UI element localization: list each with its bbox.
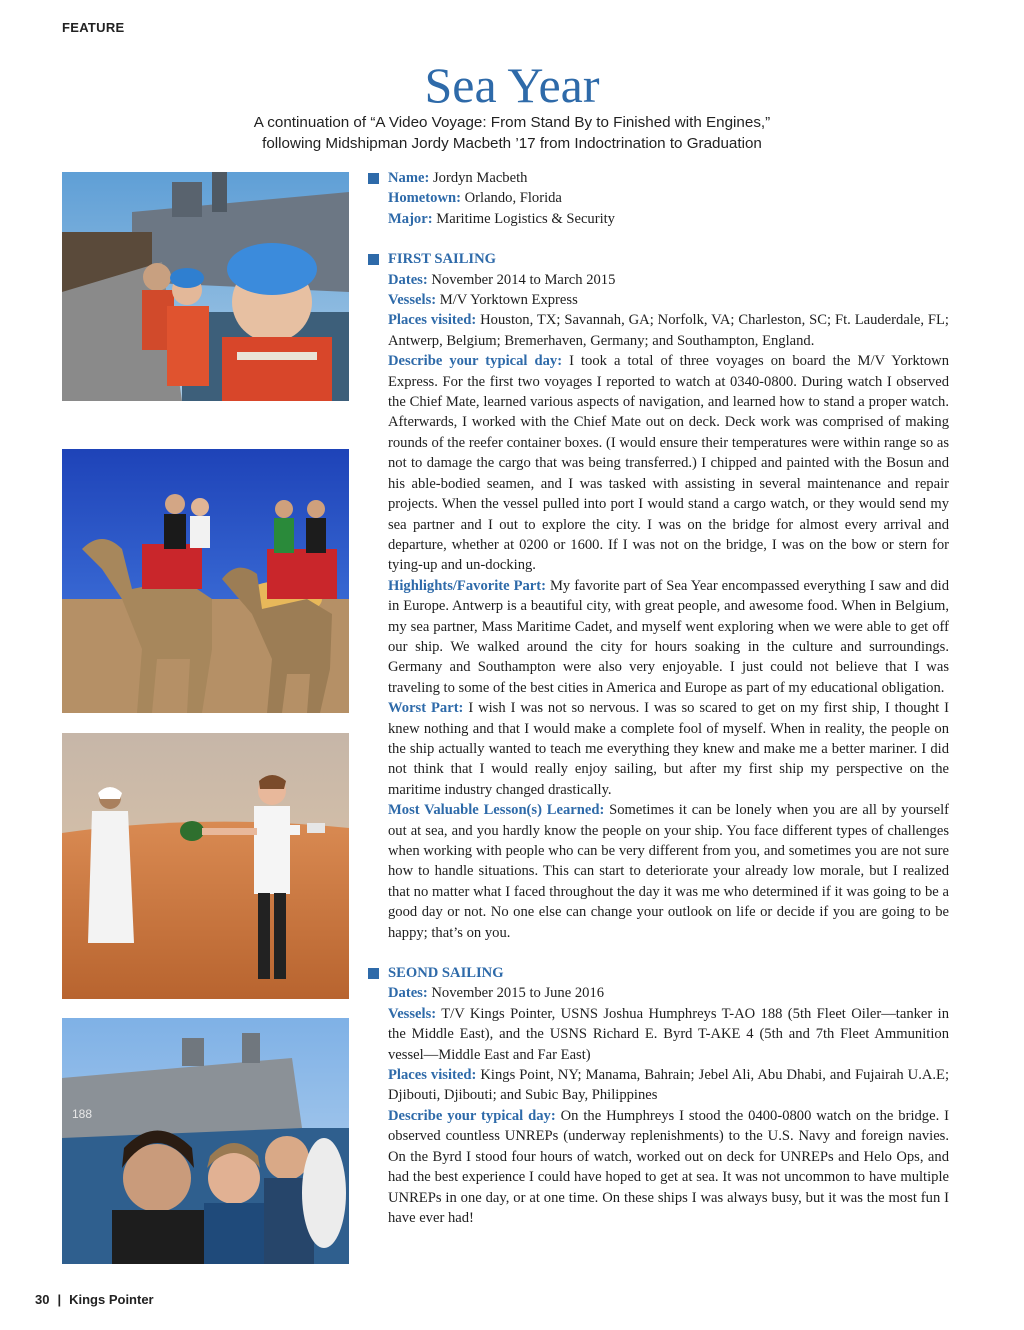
first-sailing-dates: Dates: November 2014 to March 2015 [388, 271, 616, 288]
subtitle-line-2: following Midshipman Jordy Macbeth ’17 from Indoctrination to Graduation [262, 135, 762, 152]
profile-hometown: Hometown: Orlando, Florida [388, 190, 562, 207]
profile-name: Name: Jordyn Macbeth [388, 170, 528, 186]
first-sailing-lesson: Most Valuable Lesson(s) Learned: Sometimes it can be lonely when you are all by yourself out at sea, and you hardly know the people on your ship. You face different types of challenges when working with people who can be very different from you, and sometimes you are not sure how to handle situations. This can start to deteriorate your already low morale, but I realized that no matter what I faced throughout the day it was me who determined if it was going to be a good day or not. No one else can change your outlook on life or decide if you are going to be happy; that’s on you. [388, 802, 949, 941]
article-subtitle [150, 112, 874, 154]
photo-harbor-selfie [62, 172, 349, 401]
first-sailing-places: Places visited: Houston, TX; Savannah, GA; Norfolk, VA; Charleston, SC; Ft. Lauderdale, FL; Antwerp, Belgium; Bremerhaven, Germany; and Southampton, England. [388, 312, 949, 349]
bullet-square-icon [368, 173, 379, 184]
article-title: Sea Year [424, 57, 600, 113]
article-body [388, 168, 949, 1248]
page-footer [35, 1292, 154, 1307]
profile-block [388, 168, 949, 229]
bullet-square-icon [368, 254, 379, 265]
subtitle-line-1: A continuation of “A Video Voyage: From Stand By to Finished with Engines,” [253, 114, 771, 131]
second-sailing-vessels: Vessels: T/V Kings Pointer, USNS Joshua Humphreys T-AO 188 (5th Fleet Oiler—tanker in the Middle East), and the USNS Richard E. Byrd T-AKE 4 (5th and 7th Fleet Ammunition vessel—Middle East and Far East) [388, 1005, 949, 1063]
publication-name: Kings Pointer [69, 1292, 154, 1307]
first-sailing-block [388, 249, 949, 943]
first-sailing-vessels: Vessels: M/V Yorktown Express [388, 292, 578, 309]
first-sailing-heading: FIRST SAILING [388, 251, 497, 268]
hull-number: 188 [72, 1107, 93, 1121]
first-sailing-highlights: Highlights/Favorite Part: My favorite part of Sea Year encompassed everything I saw and did in Europe. Antwerp is a beautiful city, with great people, and awesome food. When in Belgium, my sea partner, Mass Maritime Cadet, and myself went exploring when we were able to get off our ship. We walked around the city for hours soaking in the culture and surroundings. Germany and Southampton were also very enjoyable. I just could not believe that I was traveling to some of the best cities in America and Europe as part of my educational obligation. [388, 577, 949, 696]
second-sailing-dates: Dates: November 2015 to June 2016 [388, 985, 605, 1002]
photo-camel-ride [62, 449, 349, 713]
photo-desert-dunes [62, 733, 349, 999]
second-sailing-block [388, 963, 949, 1228]
profile-major: Major: Maritime Logistics & Security [388, 210, 615, 227]
photo-ship-selfie [62, 1018, 349, 1264]
footer-separator: | [57, 1292, 62, 1307]
second-sailing-places: Places visited: Kings Point, NY; Manama, Bahrain; Jebel Ali, Abu Dhabi, and Fujairah U.A.E; Djibouti, Djibouti; and Subic Bay, Philippines [388, 1067, 950, 1104]
first-sailing-typical-day: Describe your typical day: I took a total of three voyages on board the M/V Yorktown Express. For the first two voyages I reported to watch at 0340-0800. During watch I observed the Chief Mate, learned various aspects of navigation, and learned how to stand a proper watch. Afterwards, I worked with the Chief Mate out on deck. Deck work was comprised of making rounds of the reefer container boxes. (I would ensure their temperatures were within range so as not to damage the cargo that was being transferred.) I chipped and painted with the Bosun and his able-bodied seamen, and I was tasked with assisting in several maintenance and repair projects. When the vessel pulled into port I would stand a cargo watch, or they would send my sea partner and I out to explore the city. I was on the bridge for almost every arrival and departure, whether at 0200 or 1600. If I was not on the bridge, I was on the bow or stern for tying-up and un-docking. [388, 353, 949, 574]
section-label: FEATURE [62, 20, 125, 35]
page-number: 30 [35, 1292, 50, 1307]
second-sailing-typical-day: Describe your typical day: On the Humphreys I stood the 0400-0800 watch on the bridge. I observed countless UNREPs (underway replenishments) to the U.S. Navy and foreign navies. On the Byrd I stood four hours of watch, worked out on deck for UNREPs and Helo Ops, and had the best experience I could have hoped to get at sea. It was not uncommon to have multiple UNREPs in one day, or at one time. On these ships I was always busy, but it was the most fun I have ever had! [388, 1107, 949, 1226]
bullet-square-icon [368, 968, 379, 979]
second-sailing-heading: SEOND SAILING [388, 965, 504, 982]
first-sailing-worst-part: Worst Part: I wish I was not so nervous. I was so scared to get on my first ship, I thought I knew nothing and that I would make a complete fool of myself. When in reality, the people on the ship actually wanted to teach me everything they knew and make me a better mariner. I did not think that I would really enjoy sailing, but after my first ship my perspective on the maritime industry changed drastically. [388, 700, 949, 798]
